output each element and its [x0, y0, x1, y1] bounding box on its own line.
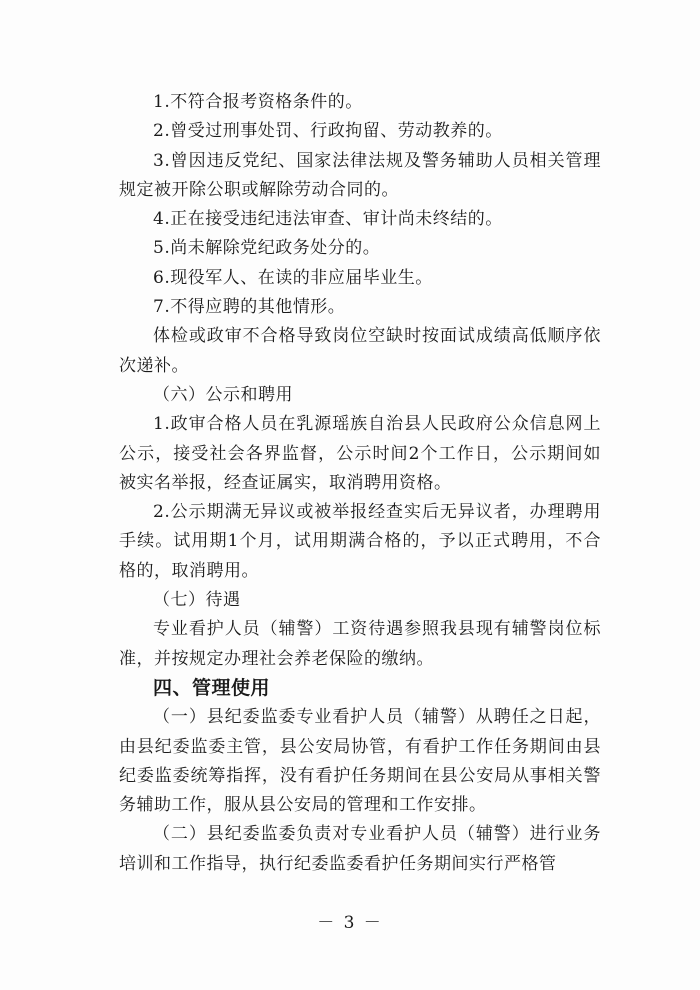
- chapter-4-heading: 四、管理使用: [153, 676, 271, 699]
- list-item-3: 3.曾因违反党纪、国家法律法规及警务辅助人员相关管理规定被开除公职或解除劳动合同的。: [119, 150, 601, 200]
- management-item-2: （二）县纪委监委负责对专业看护人员（辅警）进行业务培训和工作指导，执行纪委监委看护任务期间实行严格管: [119, 824, 601, 874]
- list-item-2: 2.曾受过刑事处罚、行政拘留、劳动教养的。: [153, 121, 503, 142]
- page-number: － 3 －: [317, 913, 383, 933]
- list-item-6: 6.现役军人、在读的非应届毕业生。: [153, 267, 433, 288]
- management-item-1: （一）县纪委监委专业看护人员（辅警）从聘任之日起，由县纪委监委主管，县公安局协管，有看护工作任务期间由县纪委监委统筹指挥，没有看护任务期间在县公安局从事相关警务辅助工作，服从县公安局的管理和工作安排。: [119, 707, 601, 816]
- list-item-7: 7.不得应聘的其他情形。: [153, 297, 346, 318]
- publicity-item-1: 1.政审合格人员在乳源瑶族自治县人民政府公众信息网上公示，接受社会各界监督，公示时间2个工作日，公示期间如被实名举报，经查证属实，取消聘用资格。: [119, 414, 601, 493]
- document-body: [119, 88, 601, 879]
- treatment-paragraph: 专业看护人员（辅警）工资待遇参照我县现有辅警岗位标准，并按规定办理社会养老保险的缴纳。: [119, 619, 601, 669]
- section-6-title: （六）公示和聘用: [153, 384, 293, 405]
- list-item-5: 5.尚未解除党纪政务处分的。: [153, 238, 381, 259]
- publicity-item-2: 2.公示期满无异议或被举报经查实后无异议者，办理聘用手续。试用期1个月，试用期满合格的，予以正式聘用，不合格的，取消聘用。: [119, 502, 601, 581]
- backfill-paragraph: 体检或政审不合格导致岗位空缺时按面试成绩高低顺序依次递补。: [119, 326, 601, 376]
- list-item-4: 4.正在接受违纪违法审查、审计尚未终结的。: [153, 209, 503, 230]
- list-item-1: 1.不符合报考资格条件的。: [153, 92, 363, 112]
- section-7-title: （七）待遇: [153, 590, 241, 611]
